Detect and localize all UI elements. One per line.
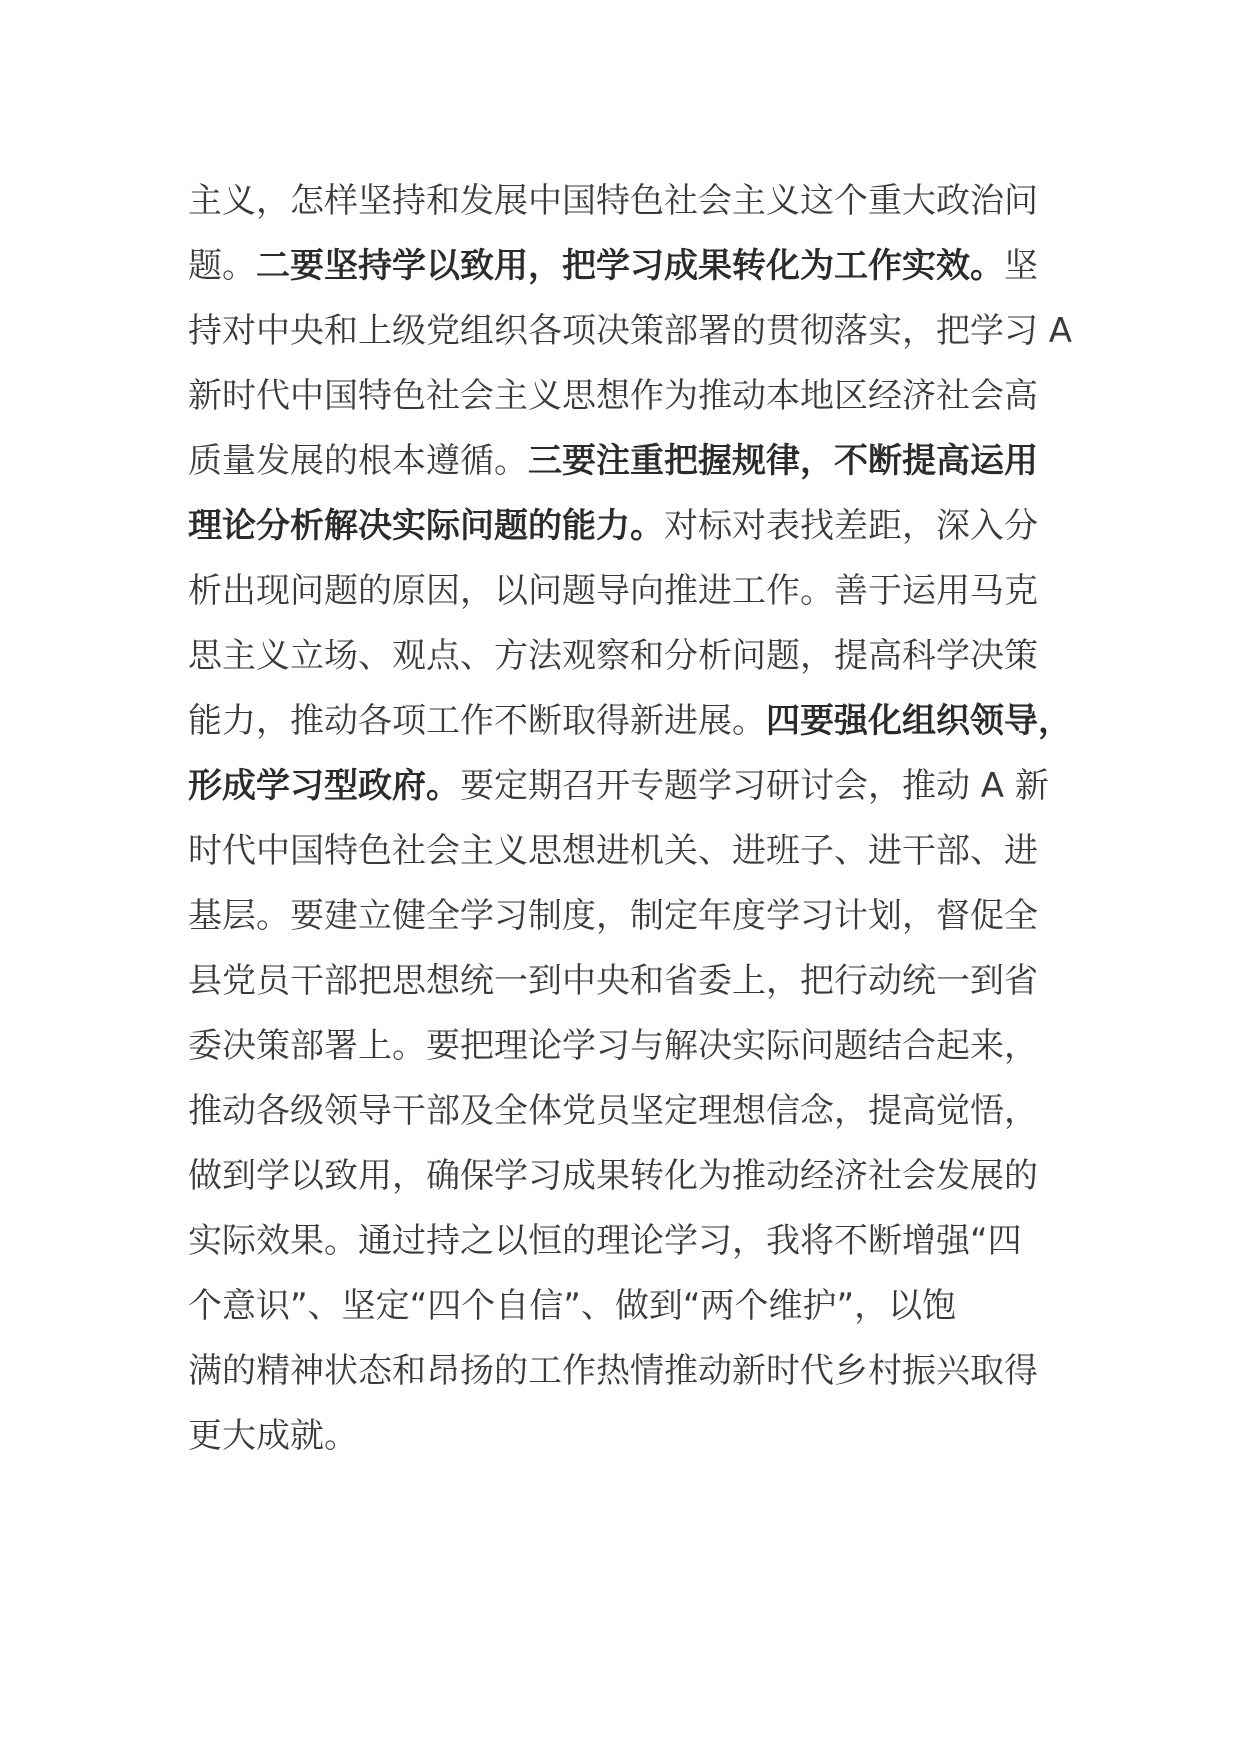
text-line <box>188 1014 1058 1079</box>
text-segment: 主义，怎样坚持和发展中国特色社会主义这个重大政治问 <box>188 181 1038 221</box>
text-line <box>188 1274 1058 1339</box>
text-line <box>188 169 1058 234</box>
text-segment: 持对中央和上级党组织各项决策部署的贯彻落实，把学习 A <box>188 311 1073 351</box>
text-segment: 对标对表找差距，深入分 <box>664 506 1038 546</box>
text-line <box>188 494 1058 559</box>
text-segment: 基层。要建立健全学习制度，制定年度学习计划，督促全 <box>188 896 1038 936</box>
text-line <box>188 884 1058 949</box>
text-line <box>188 234 1058 299</box>
text-line <box>188 364 1058 429</box>
text-segment: 坚 <box>1004 246 1038 286</box>
text-segment: 县党员干部把思想统一到中央和省委上，把行动统一到省 <box>188 961 1038 1001</box>
text-segment: 题。 <box>188 246 256 286</box>
text-segment: 能力，推动各项工作不断取得新进展。 <box>188 701 766 741</box>
text-segment: 委决策部署上。要把理论学习与解决实际问题结合起来， <box>188 1026 1038 1066</box>
text-line <box>188 559 1058 624</box>
text-segment: 析出现问题的原因，以问题导向推进工作。善于运用马克 <box>188 571 1038 611</box>
text-line <box>188 1209 1058 1274</box>
text-line <box>188 429 1058 494</box>
text-line <box>188 689 1072 754</box>
text-line <box>188 754 1058 819</box>
text-line <box>188 819 1058 884</box>
text-line <box>188 949 1058 1014</box>
bold-heading-segment: 形成学习型政府。 <box>188 766 460 806</box>
text-line <box>188 624 1058 689</box>
text-line <box>188 1339 1058 1404</box>
text-segment: 质量发展的根本遵循。 <box>188 441 528 481</box>
text-line <box>188 1404 1058 1469</box>
body-paragraph <box>188 169 1073 1469</box>
text-segment: 要定期召开专题学习研讨会，推动 A 新 <box>460 766 1049 806</box>
text-segment: 满的精神状态和昂扬的工作热情推动新时代乡村振兴取得 <box>188 1351 1038 1391</box>
bold-heading-segment: 三要注重把握规律，不断提高运用 <box>528 441 1038 481</box>
bold-heading-segment: 理论分析解决实际问题的能力。 <box>188 506 664 546</box>
text-segment: 实际效果。通过持之以恒的理论学习，我将不断增强“四 <box>188 1221 1022 1261</box>
text-segment: 思主义立场、观点、方法观察和分析问题，提高科学决策 <box>188 636 1038 676</box>
bold-heading-segment: 二要坚持学以致用，把学习成果转化为工作实效。 <box>256 246 1004 286</box>
text-line <box>188 1144 1058 1209</box>
bold-heading-segment: 四要强化组织领导， <box>766 701 1072 741</box>
text-segment: 更大成就。 <box>188 1416 358 1456</box>
text-segment: 做到学以致用，确保学习成果转化为推动经济社会发展的 <box>188 1156 1038 1196</box>
text-segment: 个意识”、坚定“四个自信”、做到“两个维护”，以饱 <box>188 1286 957 1326</box>
text-segment: 推动各级领导干部及全体党员坚定理想信念，提高觉悟， <box>188 1091 1038 1131</box>
text-segment: 时代中国特色社会主义思想进机关、进班子、进干部、进 <box>188 831 1038 871</box>
text-line <box>188 299 1073 364</box>
text-segment: 新时代中国特色社会主义思想作为推动本地区经济社会高 <box>188 376 1038 416</box>
text-line <box>188 1079 1058 1144</box>
